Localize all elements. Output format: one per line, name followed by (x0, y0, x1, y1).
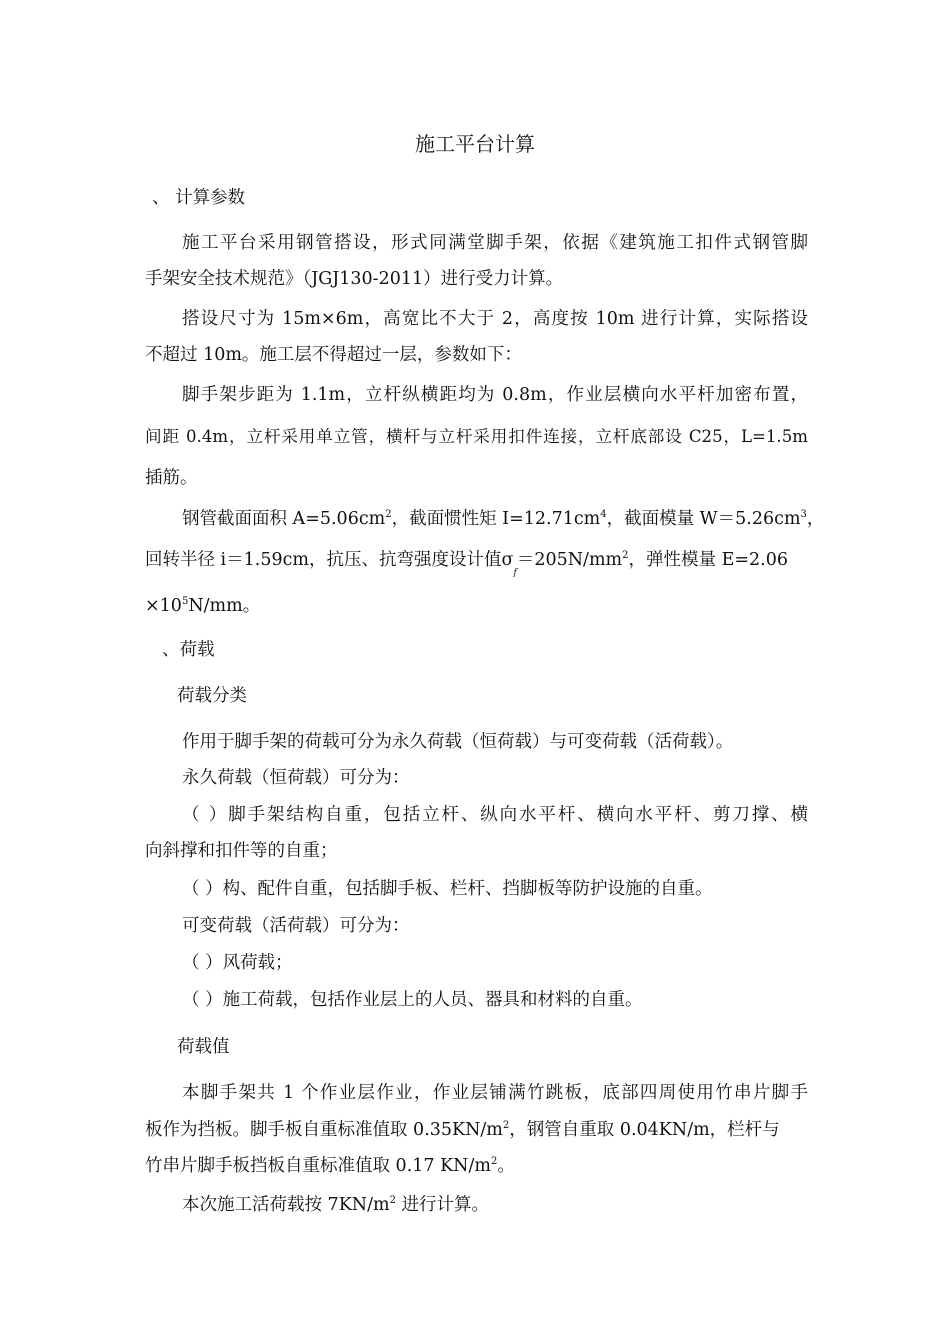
sigma-symbol: σ (501, 550, 514, 570)
section-heading-loads: 、荷载 (162, 640, 215, 660)
paragraph-line-board-weight (145, 1118, 780, 1142)
text-segment: 钢管截面面积 A=5.06cm (182, 509, 386, 529)
paragraph-line: 可变荷载（活荷载）可分为： (182, 916, 410, 936)
paragraph-line: 脚手架步距为 1.1m，立杆纵横距均为 0.8m，作业层横向水平杆加密布置， (182, 385, 808, 405)
text-segment: 进行计算。 (395, 1195, 490, 1215)
text-segment: 本次施工活荷载按 7KN/m (182, 1195, 390, 1215)
superscript: 4 (600, 509, 607, 520)
text-segment: 回转半径 i＝1.59cm，抗压、抗弯强度设计值 (145, 550, 502, 570)
paragraph-line-strength (145, 548, 788, 578)
superscript: 2 (385, 509, 392, 520)
paragraph-line: 插筋。 (145, 468, 198, 488)
text-segment: ， (806, 509, 825, 529)
text-segment: ＝205N/mm (516, 550, 623, 570)
paragraph-line-live-load (182, 1193, 489, 1217)
paragraph-line-modulus (145, 594, 260, 618)
text-segment: ×10 (145, 596, 182, 616)
section-heading-calc-params: 、 计算参数 (152, 188, 246, 208)
superscript: 5 (181, 596, 189, 607)
paragraph-line: 永久荷载（恒荷载）可分为： (182, 768, 410, 788)
paragraph-line-railing-weight (145, 1154, 515, 1178)
paragraph-line: 搭设尺寸为 15m×6m，高宽比不大于 2，高度按 10m 进行计算，实际搭设 (182, 309, 808, 329)
list-item: （ ）施工荷载，包括作业层上的人员、器具和材料的自重。 (182, 990, 643, 1010)
text-segment: ，截面惯性矩 I=12.71cm (391, 509, 601, 529)
paragraph-line-steel-section (182, 507, 824, 531)
text-segment: ，弹性模量 E=2.06 (628, 550, 788, 570)
list-item: （ ）脚手架结构自重，包括立杆、纵向水平杆、横向水平杆、剪刀撑、横 (182, 805, 808, 825)
paragraph-line: 间距 0.4m，立杆采用单立管，横杆与立杆采用扣件连接，立杆底部设 C25，L=1.5m (145, 427, 808, 446)
text-segment: 板作为挡板。脚手板自重标准值取 0.35KN/m (145, 1120, 503, 1140)
page-title: 施工平台计算 (415, 132, 535, 156)
text-segment: N/mm。 (188, 596, 261, 616)
paragraph-line: 手架安全技术规范》（JGJ130-2011）进行受力计算。 (145, 269, 564, 289)
superscript: 2 (622, 550, 629, 561)
superscript: 2 (502, 1120, 510, 1131)
text-segment: ，截面模量 W＝5.26cm (606, 509, 801, 529)
superscript: 2 (490, 1156, 498, 1167)
list-item: （ ）风荷载； (182, 953, 293, 973)
list-item: （ ）构、配件自重，包括脚手板、栏杆、挡脚板等防护设施的自重。 (182, 879, 713, 899)
text-segment: 竹串片脚手板挡板自重标准值取 0.17 KN/m (145, 1156, 491, 1176)
subsection-heading-load-values: 荷载值 (177, 1037, 230, 1057)
paragraph-line: 不超过 10m。施工层不得超过一层，参数如下： (145, 345, 522, 365)
paragraph-line: 本脚手架共 1 个作业层作业，作业层铺满竹跳板，底部四周使用竹串片脚手 (182, 1083, 808, 1103)
text-segment: 。 (497, 1156, 515, 1176)
subsection-heading-load-types: 荷载分类 (177, 686, 247, 706)
paragraph-line: 施工平台采用钢管搭设，形式同满堂脚手架，依据《建筑施工扣件式钢管脚 (182, 233, 808, 253)
list-item-continuation: 向斜撑和扣件等的自重； (145, 841, 338, 861)
text-segment: ，钢管自重取 0.04KN/m，栏杆与 (509, 1120, 780, 1140)
paragraph-line: 作用于脚手架的荷载可分为永久荷载（恒荷载）与可变荷载（活荷载）。 (182, 732, 734, 752)
superscript: 3 (800, 509, 807, 520)
subscript: f (513, 568, 517, 578)
superscript: 2 (389, 1195, 396, 1206)
